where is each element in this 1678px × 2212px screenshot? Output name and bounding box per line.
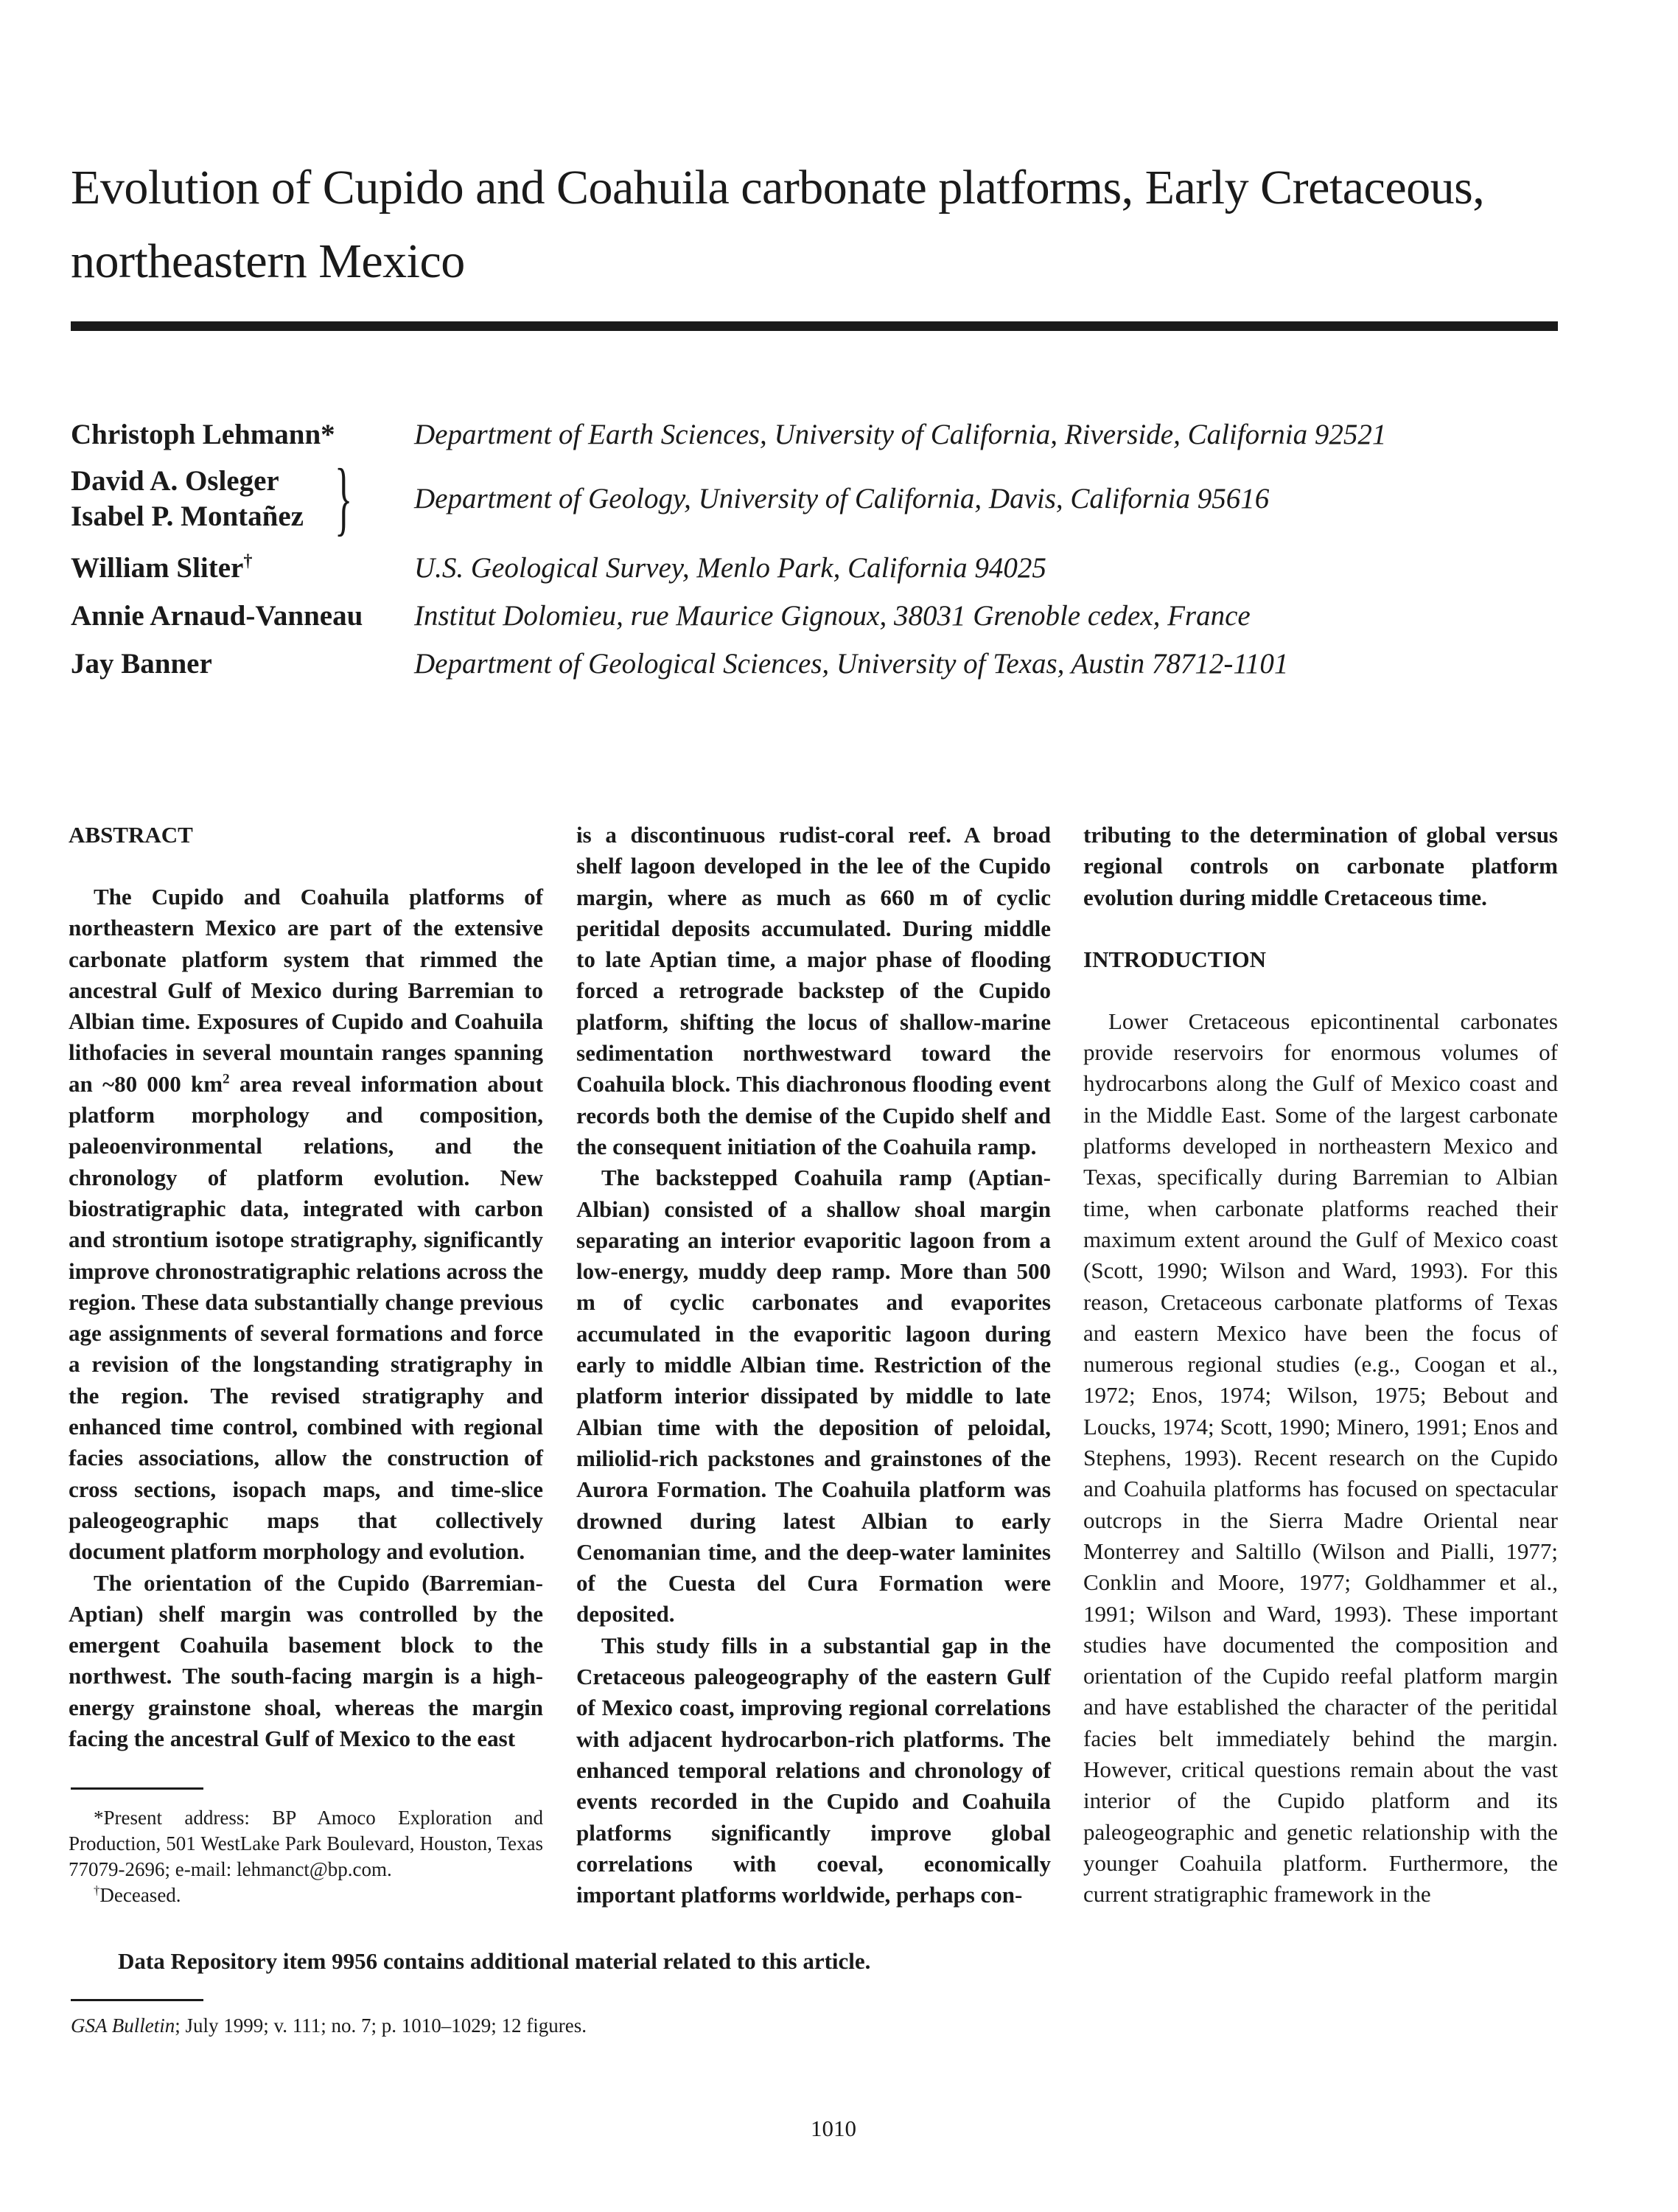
footnote-rule (71, 1787, 203, 1790)
author-affiliation: Institut Dolomieu, rue Maurice Gignoux, 38031 Grenoble cedex, France (414, 600, 1251, 632)
column-1 (69, 820, 543, 1754)
dagger-mark: † (243, 551, 253, 571)
abstract-paragraph: The orientation of the Cupido (Barremian-Aptian) shelf margin was controlled by the emergent Coahuila basement block to the northwest. The south-facing margin is a high-energy grainstone shoal, whereas the margin facing the ancestral Gulf of Mexico to the east (69, 1569, 543, 1752)
author-name: Annie Arnaud-Vanneau (71, 600, 363, 632)
title-rule (71, 321, 1558, 331)
article-title: Evolution of Cupido and Coahuila carbonate platforms, Early Cretaceous, northeastern Mexico (71, 161, 1485, 288)
author-name: Isabel P. Montañez (71, 500, 304, 532)
footnotes (69, 1805, 543, 1908)
page-number: 1010 (811, 2115, 856, 2141)
abstract-heading: ABSTRACT (69, 822, 193, 848)
abstract-paragraph: The backstepped Coahuila ramp (Aptian-Albian) consisted of a shallow shoal margin separating an interior evaporitic lagoon from a low-energy, muddy deep ramp. More than 500 m of cyclic carbonates and evaporites accumulated in the evaporitic lagoon during early to middle Albian time. Restriction of the platform interior dissipated by middle to late Albian time with the deposition of peloidal, miliolid-rich packstones and grainstones of the Aurora Formation. The Coahuila platform was drowned during latest Albian to early Cenomanian time, and the deep-water laminites of the Cuesta del Cura Formation were deposited. (576, 1165, 1051, 1627)
author-affiliation: Department of Earth Sciences, University of California, Riverside, California 92521 (414, 419, 1387, 450)
author-name: Jay Banner (71, 648, 212, 680)
abstract-paragraph: This study fills in a substantial gap in the Cretaceous paleogeography of the eastern Gulf of Mexico coast, improving regional correlations with adjacent hydrocarbon-rich platforms. The enhanced temporal relations and chronology of events recorded in the Cupido and Coahuila platforms significantly improve global correlations with coeval, economically important platforms worldwide, perhaps con- (576, 1632, 1051, 1908)
column-3 (1083, 820, 1558, 1911)
column-2 (576, 820, 1051, 1911)
author-affiliation: Department of Geological Sciences, University of Texas, Austin 78712-1101 (414, 648, 1289, 680)
superscript: 2 (223, 1071, 230, 1087)
brace-glyph: } (335, 453, 353, 544)
author-name: David A. Osleger (71, 465, 279, 497)
introduction-heading: INTRODUCTION (1083, 946, 1267, 972)
citation-rule (71, 1999, 203, 2001)
dagger-mark: † (94, 1883, 100, 1897)
author-name: William Sliter† (71, 551, 253, 584)
data-repository-note: Data Repository item 9956 contains additional material related to this article. (118, 1948, 871, 1974)
abstract-paragraph: tributing to the determination of global versus regional controls on carbonate platform evolution during middle Cretaceous time. (1083, 822, 1558, 910)
journal-name: GSA Bulletin (71, 2014, 175, 2037)
citation-line (71, 2012, 955, 2039)
citation-details: ; July 1999; v. 111; no. 7; p. 1010–1029; 12 figures. (175, 2014, 587, 2037)
abstract-paragraph: is a discontinuous rudist-coral reef. A broad shelf lagoon developed in the lee of the Cupido margin, where as much as 660 m of cyclic peritidal deposits accumulated. During middle to late Aptian time, a major phase of flooding forced a retrograde backstep of the Cupido platform, shifting the locus of shallow-marine sedimentation northwestward toward the Coahuila block. This diachronous flooding event records both the demise of the Cupido shelf and the consequent initiation of the Coahuila ramp. (576, 822, 1051, 1159)
author-affiliation: U.S. Geological Survey, Menlo Park, California 94025 (414, 552, 1046, 584)
footnote-deceased: †Deceased. (94, 1883, 181, 1906)
introduction-paragraph: Lower Cretaceous epicontinental carbonates provide reservoirs for enormous volumes of hydrocarbons along the Gulf of Mexico coast and in the Middle East. Some of the largest carbonate platforms developed in northeastern Mexico and Texas, specifically during Barremian to Albian time, when carbonate platforms reached their maximum extent around the Gulf of Mexico coast (Scott, 1990; Wilson and Ward, 1993). For this reason, Cretaceous carbonate platforms of Texas and eastern Mexico have been the focus of numerous regional studies (e.g., Coogan et al., 1972; Enos, 1974; Wilson, 1975; Bebout and Loucks, 1974; Scott, 1990; Minero, 1991; Enos and Stephens, 1993). Recent research on the Cupido and Coahuila platforms has focused on spectacular outcrops in the Sierra Madre Oriental near Monterrey and Saltillo (Wilson and Pialli, 1977; Conklin and Moore, 1977; Goldhammer et al., 1991; Wilson and Ward, 1993). These important studies have documented the composition and orientation of the Cupido reefal platform margin and have established the character of the peritidal facies belt immediately behind the margin. However, critical questions remain about the vast interior of the Cupido platform and its paleogeographic and genetic relationship with the younger Coahuila platform. Furthermore, the current stratigraphic framework in the (1083, 1008, 1558, 1908)
abstract-paragraph: The Cupido and Coahuila platforms of northeastern Mexico are part of the extensive carbonate platform system that rimmed the ancestral Gulf of Mexico during Barremian to Albian time. Exposures of Cupido and Coahuila lithofacies in several mountain ranges spanning an ~80 000 $km^2$ area reveal information about platform morphology and composition, paleoenvironmental relations, and the chronology of platform evolution. New biostratigraphic data, integrated with carbon and strontium isotope stratigraphy, significantly improve chronostratigraphic relations across the region. These data substantially change previous age assignments of several formations and force a revision of the longstanding stratigraphy in the region. The revised stratigraphy and enhanced time control, combined with regional facies associations, allow the construction of cross sections, isopach maps, and time-slice paleogeographic maps that collectively document platform morphology and evolution. (69, 884, 543, 1565)
footnote-present-address: *Present address: BP Amoco Exploration and Production, 501 WestLake Park Boulevard, Houston, Texas 77079-2696; e-mail: lehmanct@bp.com. (69, 1807, 543, 1880)
author-name: Christoph Lehmann* (71, 419, 335, 450)
author-affiliation: Department of Geology, University of California, Davis, California 95616 (414, 483, 1270, 514)
